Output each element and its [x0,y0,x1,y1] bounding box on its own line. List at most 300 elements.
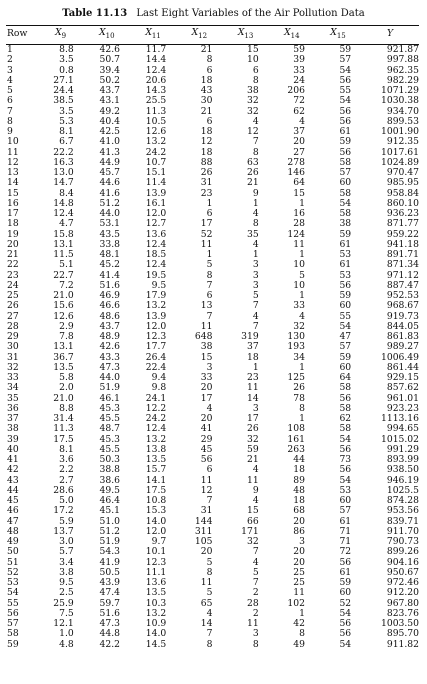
table-cell: 7 [206,279,213,291]
table-cell: 10.7 [145,156,167,168]
row-number-cell: 40 [7,443,19,455]
table-cell: 64 [293,177,305,189]
table-cell: 54.3 [99,546,120,558]
table-cell: 912.20 [386,587,419,599]
table-cell: 17 [200,392,213,404]
table-cell: 12.2 [145,402,167,414]
table-cell: 25.5 [145,95,167,107]
table-cell: 12.4 [145,64,167,76]
table-cell: 4 [252,556,259,568]
row-number-cell: 20 [7,238,19,250]
table-cell: 13.6 [145,228,167,240]
table-cell: 20 [200,546,213,558]
row-number-cell: 50 [7,546,19,558]
table-cell: 38.6 [99,474,120,486]
table-cell: 43 [200,85,213,97]
table-cell: 8 [206,638,213,650]
table-cell: 32 [293,320,305,332]
table-cell: 16 [293,208,305,220]
row-number-cell: 34 [7,382,19,394]
row-number-cell: 21 [7,249,19,261]
table-cell: 48.9 [99,331,120,343]
table-cell: 18 [246,351,259,363]
column-header-base: X [237,27,245,38]
table-cell: 13.9 [145,310,167,322]
table-cell: 51.6 [99,607,120,619]
row-number-cell: 8 [7,115,13,127]
table-cell: 46.6 [99,300,120,312]
table-cell: 21.0 [53,392,74,404]
column-header-subscript: 14 [290,31,300,40]
table-cell: 51.0 [99,515,120,527]
table-cell: 26 [200,167,213,179]
table-cell: 71 [339,536,352,548]
table-cell: 18 [293,495,305,507]
table-cell: 5 [252,290,259,302]
table-cell: 56 [339,115,352,127]
table-cell: 5.0 [59,495,74,507]
table-cell: 4 [252,115,259,127]
table-cell: 7.2 [59,279,74,291]
table-cell: 48.1 [99,249,120,261]
table-cell: 4.8 [59,638,74,650]
table-cell: 60 [339,177,352,189]
table-cell: 4 [252,310,259,322]
table-cell: 73 [339,454,352,466]
table-cell: 857.62 [386,382,419,394]
table-cell: 171 [241,525,259,537]
table-cell: 56 [339,618,352,630]
table-cell: 56 [339,279,352,291]
table-cell: 33 [293,300,305,312]
table-cell: 48.6 [99,310,120,322]
table-cell: 42.6 [99,44,120,56]
table-cell: 38 [339,218,352,230]
table-cell: 13.1 [53,238,74,250]
table-cell: 21 [200,44,213,56]
table-cell: 47.3 [99,618,120,630]
table-cell: 941.18 [386,238,419,250]
table-cell: 32 [246,95,259,107]
table-cell: 64 [339,372,352,384]
row-number-cell: 53 [7,577,19,589]
table-cell: 32 [246,536,259,548]
table-cell: 14 [246,392,259,404]
table-cell: 86 [293,525,305,537]
table-cell: 88 [200,156,213,168]
table-cell: 43.9 [99,577,120,589]
table-cell: 7.5 [59,607,74,619]
table-cell: 54 [339,320,352,332]
table-cell: 3.5 [59,54,74,66]
table-cell: 23 [200,187,213,199]
table-cell: 1 [299,607,305,619]
table-cell: 59 [293,44,305,56]
table-cell: 11 [293,238,305,250]
column-header-subscript: 12 [198,31,208,40]
table-cell: 58 [339,382,352,394]
table-cell: 54 [339,95,352,107]
table-cell: 193 [287,341,305,353]
table-cell: 911.70 [386,525,419,537]
table-cell: 13.7 [53,525,74,537]
table-cell: 56 [339,74,352,86]
table-cell: 1 [299,197,305,209]
table-cell: 20.6 [145,74,167,86]
table-cell: 5 [299,269,305,281]
table-cell: 66 [246,515,259,527]
table-cell: 6 [206,464,213,476]
table-cell: 1 [299,290,305,302]
table-cell: 1 [299,413,305,425]
row-number-cell: 6 [7,95,13,107]
table-cell: 7 [206,495,213,507]
table-cell: 6 [206,64,213,76]
table-cell: 17.9 [145,290,167,302]
table-cell: 4.7 [59,218,74,230]
table-cell: 1030.38 [381,95,419,107]
table-title: Last Eight Variables of the Air Pollution Data [136,8,365,19]
table-cell: 60 [339,587,352,599]
table-cell: 61 [339,126,352,138]
table-cell: 950.67 [386,566,419,578]
table-number: Table 11.13 [62,8,128,19]
table-cell: 8 [206,566,213,578]
table-cell: 52 [200,228,213,240]
row-number-cell: 23 [7,269,19,281]
column-header-base: X [99,27,106,38]
table-cell: 904.16 [386,556,419,568]
table-cell: 65 [200,597,213,609]
table-cell: 16.3 [53,156,74,168]
table-cell: 994.65 [386,423,419,435]
table-cell: 46.1 [99,392,120,404]
table-cell: 20 [293,546,305,558]
table-cell: 53 [339,484,352,496]
table-cell: 12.4 [53,208,74,220]
table-cell: 7 [252,300,259,312]
row-number-cell: 57 [7,618,19,630]
table-cell: 5.3 [59,115,74,127]
table-cell: 4 [252,495,259,507]
table-cell: 58 [339,187,352,199]
table-cell: 38.8 [99,464,120,476]
data-table [6,25,419,650]
table-cell: 56 [339,556,352,568]
table-cell: 37 [246,341,259,353]
table-cell: 911.82 [386,638,419,650]
row-number-cell: 27 [7,310,19,322]
table-cell: 15 [200,351,213,363]
table-cell: 823.76 [386,607,419,619]
table-cell: 22.4 [145,361,167,373]
table-cell: 4 [252,208,259,220]
table-cell: 42.2 [99,638,120,650]
table-header [6,26,419,45]
table-cell: 130 [287,331,305,343]
table-cell: 55 [339,85,352,97]
table-cell: 39 [293,54,305,66]
table-cell: 33 [200,372,213,384]
table-cell: 71 [339,525,352,537]
table-cell: 5.1 [59,259,74,271]
table-cell: 56 [339,443,352,455]
table-cell: 3 [252,402,259,414]
table-cell: 146 [287,167,305,179]
table-cell: 11 [200,320,213,332]
table-cell: 46.9 [99,290,120,302]
table-cell: 985.95 [386,177,419,189]
table-cell: 20 [293,556,305,568]
row-number-cell: 10 [7,136,19,148]
table-cell: 26 [246,167,259,179]
row-number-cell: 17 [7,208,19,220]
table-cell: 13.9 [145,187,167,199]
row-number-cell: 32 [7,361,19,373]
column-header-subscript: 15 [336,31,346,40]
table-cell: 33.8 [99,238,120,250]
table-cell: 1.0 [59,628,74,640]
table-cell: 10 [293,259,305,271]
table-cell: 8.1 [59,126,74,138]
table-cell: 57 [339,341,352,353]
table-cell: 125 [287,372,305,384]
table-cell: 51.9 [99,536,120,548]
table-cell: 1113.16 [381,413,419,425]
table-cell: 10.1 [145,546,167,558]
table-cell: 860.10 [386,197,419,209]
table-cell: 26 [246,423,259,435]
table-cell: 1 [206,197,213,209]
table-cell: 56 [339,146,352,158]
column-header [315,26,361,45]
table-cell: 11.5 [53,249,74,261]
table-cell: 4 [252,464,259,476]
table-cell: 47 [339,331,352,343]
table-cell: 51.2 [99,525,120,537]
table-cell: 23 [246,372,259,384]
table-cell: 42.6 [99,341,120,353]
table-cell: 1001.90 [381,126,419,138]
row-number-cell: 48 [7,525,19,537]
row-number-cell: 49 [7,536,19,548]
table-cell: 989.27 [386,341,419,353]
table-cell: 13.5 [145,587,167,599]
column-header [84,26,130,45]
table-cell: 44.8 [99,628,120,640]
table-cell: 20 [200,382,213,394]
table-cell: 1071.29 [381,85,419,97]
table-cell: 15.1 [145,167,167,179]
table-cell: 1 [252,361,259,373]
table-cell: 8 [206,54,213,66]
table-cell: 1 [299,249,305,261]
table-cell: 967.80 [386,597,419,609]
table-cell: 5 [206,556,213,568]
table-cell: 14.5 [145,638,167,650]
table-cell: 4 [206,402,213,414]
table-cell: 56 [200,454,213,466]
table-cell: 3 [252,279,259,291]
table-cell: 35 [246,228,259,240]
row-number-cell: 41 [7,454,19,466]
table-cell: 31.4 [53,413,74,425]
row-number-cell: 58 [7,628,19,640]
table-cell: 21 [246,454,259,466]
table-cell: 12.6 [53,310,74,322]
row-number-cell: 56 [7,607,19,619]
table-cell: 34 [293,351,305,363]
row-number-cell: 15 [7,187,19,199]
table-cell: 9.5 [151,279,167,291]
table-cell: 4 [299,310,305,322]
table-cell: 45.2 [99,259,120,271]
row-number-cell: 55 [7,597,19,609]
table-cell: 43.1 [99,95,120,107]
table-cell: 0.8 [59,64,74,76]
table-cell: 25.9 [53,597,74,609]
column-header [6,26,38,45]
table-cell: 13 [200,300,213,312]
table-cell: 15 [246,44,259,56]
table-cell: 1025.5 [386,484,419,496]
table-cell: 15 [246,505,259,517]
table-cell: 12 [200,484,213,496]
table-cell: 22.7 [53,269,74,281]
table-cell: 53.1 [99,218,120,230]
table-cell: 49.2 [99,105,120,117]
table-cell: 5.9 [59,515,74,527]
table-cell: 59 [339,136,352,148]
table-cell: 38 [246,85,259,97]
table-cell: 13.2 [145,433,167,445]
row-number-cell: 35 [7,392,19,404]
table-cell: 41.3 [99,146,120,158]
row-number-cell: 45 [7,495,19,507]
table-cell: 206 [287,85,305,97]
table-cell: 11 [293,587,305,599]
table-cell: 938.50 [386,464,419,476]
table-body [6,45,419,650]
table-cell: 912.35 [386,136,419,148]
table-cell: 13.2 [145,300,167,312]
table-cell: 59 [339,577,352,589]
table-cell: 11 [200,238,213,250]
table-cell: 10.3 [145,597,167,609]
table-cell: 44.6 [99,177,120,189]
table-cell: 12.0 [145,320,167,332]
table-cell: 45.5 [99,413,120,425]
row-number-cell: 25 [7,290,19,302]
table-cell: 7 [252,136,259,148]
table-cell: 8.4 [59,187,74,199]
table-cell: 9.4 [151,372,167,384]
table-cell: 58 [339,208,352,220]
table-cell: 102 [287,597,305,609]
table-cell: 43.7 [99,85,120,97]
table-cell: 50.5 [99,566,120,578]
table-cell: 50.3 [99,454,120,466]
table-cell: 790.73 [386,536,419,548]
table-cell: 33 [293,64,305,76]
table-cell: 17.5 [53,433,74,445]
table-cell: 12.3 [145,331,167,343]
table-cell: 9 [252,484,259,496]
table-cell: 887.47 [386,279,419,291]
table-cell: 61 [339,566,352,578]
table-cell: 17 [200,218,213,230]
table-cell: 44.0 [99,208,120,220]
row-number-cell: 11 [7,146,19,158]
table-row [6,640,419,650]
row-number-cell: 7 [7,105,13,117]
table-cell: 45.3 [99,402,120,414]
table-cell: 921.87 [386,44,419,56]
table-cell: 53 [339,269,352,281]
table-cell: 21.0 [53,290,74,302]
table-cell: 41.0 [99,136,120,148]
table-cell: 105 [194,536,213,548]
table-cell: 25 [293,566,305,578]
table-cell: 49.5 [99,484,120,496]
row-number-cell: 14 [7,177,19,189]
table-cell: 962.35 [386,64,419,76]
row-number-cell: 16 [7,197,19,209]
table-cell: 2.9 [59,320,74,332]
row-number-cell: 47 [7,515,19,527]
row-number-cell: 24 [7,279,19,291]
table-cell: 15 [293,187,305,199]
table-cell: 1 [252,197,259,209]
row-number-cell: 22 [7,259,19,271]
table-cell: 21 [246,177,259,189]
table-cell: 22.2 [53,146,74,158]
table-cell: 844.05 [386,320,419,332]
table-cell: 27 [293,146,305,158]
table-cell: 62 [339,413,352,425]
table-cell: 26 [293,382,305,394]
table-cell: 7 [252,577,259,589]
table-cell: 59 [246,443,259,455]
table-cell: 871.77 [386,218,419,230]
table-cell: 11 [200,474,213,486]
table-cell: 18 [200,126,213,138]
table-cell: 3.4 [59,556,74,568]
column-header [361,26,419,45]
table-cell: 39.4 [99,64,120,76]
column-header-subscript: 10 [105,31,115,40]
table-cell: 17.2 [53,505,74,517]
table-cell: 50.7 [99,54,120,66]
table-cell: 57 [339,167,352,179]
table-cell: 124 [287,228,305,240]
table-cell: 972.46 [386,577,419,589]
row-number-cell: 13 [7,167,19,179]
column-header [269,26,315,45]
column-header [222,26,268,45]
table-cell: 31 [200,505,213,517]
table-cell: 72 [339,546,352,558]
table-cell: 4 [252,238,259,250]
row-number-cell: 4 [7,74,13,86]
table-cell: 11.4 [145,177,167,189]
table-cell: 6 [206,115,213,127]
table-cell: 3.0 [59,536,74,548]
table-cell: 953.56 [386,505,419,517]
table-cell: 5 [206,259,213,271]
table-cell: 7 [206,310,213,322]
table-cell: 936.23 [386,208,419,220]
